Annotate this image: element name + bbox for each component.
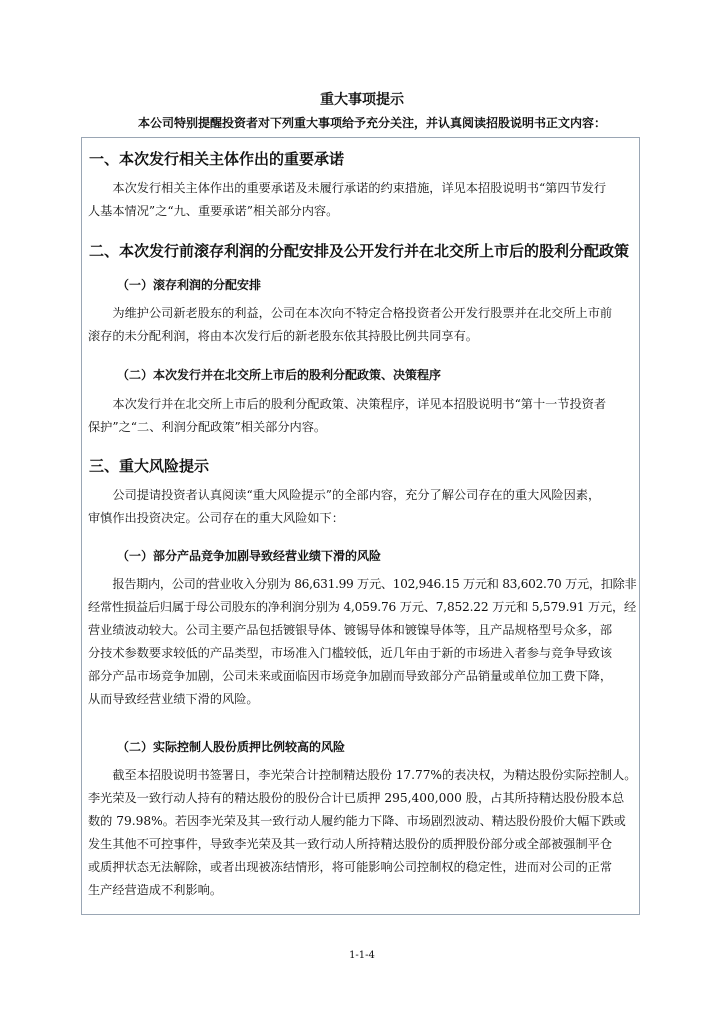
text-line: 生产经营造成不利影响。 <box>88 883 223 897</box>
text-line: 报告期内，公司的营业收入分别为 86,631.99 万元、102,946.15 万元和 83,602.70 万元，扣除非 <box>112 577 637 591</box>
subheading-competition-risk: （一）部分产品竞争加剧导致经营业绩下滑的风险 <box>117 549 382 563</box>
text-line: 部分产品市场竞争加剧，公司未来或面临因市场竞争加剧而导致部分产品销量或单位加工费下降， <box>88 669 613 683</box>
subheading-dividend-policy: （二）本次发行并在北交所上市后的股利分配政策、决策程序 <box>117 368 442 382</box>
paragraph-retained-profit <box>88 302 636 348</box>
paragraph-risk-intro <box>88 484 636 530</box>
text-line: 本次发行相关主体作出的重要承诺及未履行承诺的约束措施，详见本招股说明书“第四节发行 <box>112 181 607 195</box>
paragraph-pledge-risk <box>88 764 636 902</box>
text-line: 滚存的未分配利润，将由本次发行后的新老股东依其持股比例共同享有。 <box>88 329 478 343</box>
text-line: 或质押状态无法解除，或者出现被冻结情形，将可能影响公司控制权的稳定性，进而对公司的正常 <box>88 860 613 874</box>
paragraph-commitments <box>88 177 636 223</box>
text-line: 本次发行并在北交所上市后的股利分配政策、决策程序，详见本招股说明书“第十一节投资者 <box>112 397 607 411</box>
text-line: 截至本招股说明书签署日，李光荣合计控制精达股份 17.77%的表决权，为精达股份实际控制人。 <box>112 768 637 782</box>
subheading-retained-profit: （一）滚存利润的分配安排 <box>117 278 262 292</box>
text-line: 营业绩波动较大。公司主要产品包括镀银导体、镀锡导体和镀镍导体等，且产品规格型号众多，部 <box>88 623 613 637</box>
text-line: 数的 79.98%。若因李光荣及其一致行动人履约能力下降、市场剧烈波动、精达股份股价大幅下跌或 <box>88 814 626 828</box>
page-number: 1-1-4 <box>349 950 375 961</box>
subheading-pledge-risk: （二）实际控制人股份质押比例较高的风险 <box>117 740 346 754</box>
section-heading-major-risks: 三、重大风险提示 <box>89 457 210 475</box>
text-line: 李光荣及一致行动人持有的精达股份的股份合计已质押 295,400,000 股，占其所持精达股份股本总 <box>88 791 625 805</box>
page-subtitle: 本公司特别提醒投资者对下列重大事项给予充分关注，并认真阅读招股说明书正文内容： <box>137 116 606 130</box>
text-line: 审慎作出投资决定。公司存在的重大风险如下： <box>88 511 344 525</box>
text-line: 经常性损益后归属于母公司股东的净利润分别为 4,059.76 万元、7,852.22 万元和 5,579.91 万元，经 <box>88 600 636 614</box>
section-heading-commitments: 一、本次发行相关主体作出的重要承诺 <box>89 150 345 168</box>
text-line: 从而导致经营业绩下滑的风险。 <box>88 692 259 706</box>
page-title: 重大事项提示 <box>320 92 404 108</box>
text-line: 为维护公司新老股东的利益，公司在本次向不特定合格投资者公开发行股票并在北交所上市前 <box>112 306 613 320</box>
paragraph-dividend-policy <box>88 393 636 439</box>
paragraph-competition-risk <box>88 573 636 711</box>
text-line: 保护”之“二、利润分配政策”相关部分内容。 <box>88 420 327 434</box>
section-heading-dividend-policy: 二、本次发行前滚存利润的分配安排及公开发行并在北交所上市后的股利分配政策 <box>89 242 630 260</box>
text-line: 公司提请投资者认真阅读“重大风险提示”的全部内容，充分了解公司存在的重大风险因素， <box>112 488 601 502</box>
text-line: 分技术参数要求较低的产品类型，市场准入门槛较低，近几年由于新的市场进入者参与竞争导致该 <box>88 646 613 660</box>
text-line: 发生其他不可控事件，导致李光荣及其一致行动人所持精达股份的质押股份部分或全部被强制平仓 <box>88 837 613 851</box>
text-line: 人基本情况”之“九、重要承诺”相关部分内容。 <box>88 204 339 218</box>
